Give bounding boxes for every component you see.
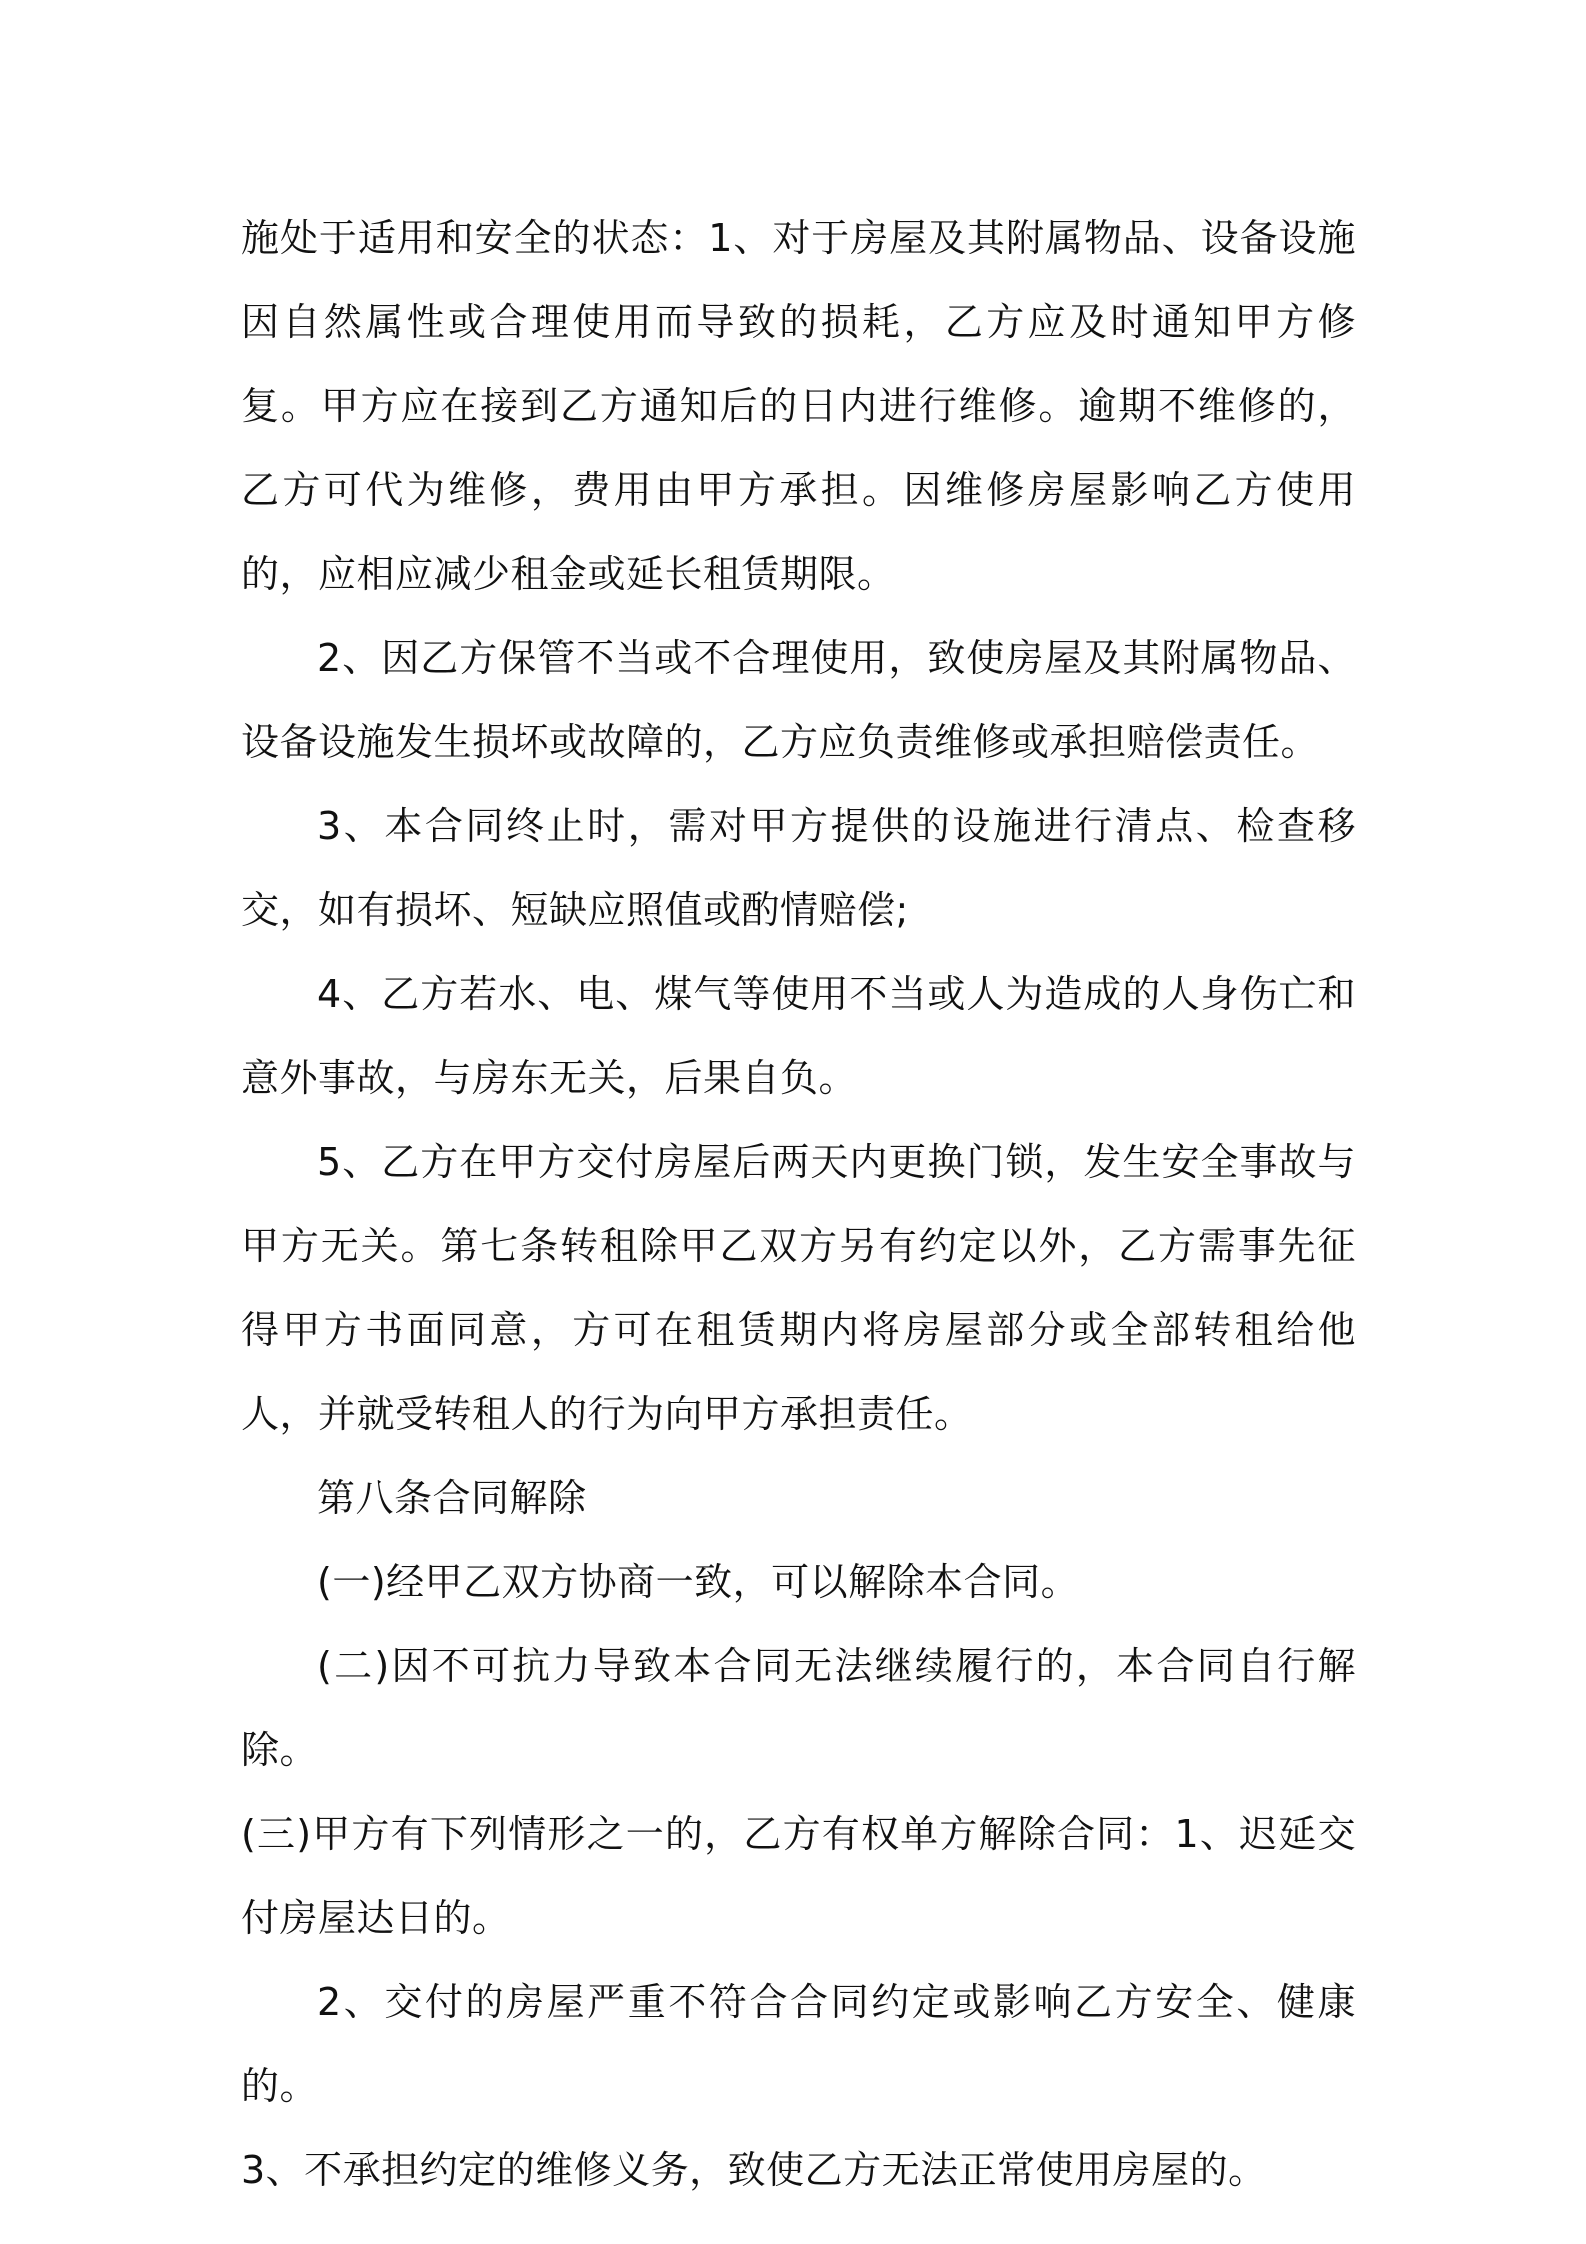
paragraph-clause-1: (一)经甲乙双方协商一致，可以解除本合同。	[317, 1560, 1080, 1604]
section-heading-article-8: 第八条合同解除	[317, 1476, 587, 1520]
paragraph-item-2: 2、因乙方保管不当或不合理使用，致使房屋及其附属物品、设备设施发生损坏或故障的，乙方应负责维修或承担赔偿责任。	[241, 636, 1356, 764]
paragraph-item-4: 4、乙方若水、电、煤气等使用不当或人为造成的人身伤亡和意外事故，与房东无关，后果自负。	[241, 972, 1356, 1100]
paragraph-clause-3-item-2: 2、交付的房屋严重不符合合同约定或影响乙方安全、健康的。	[241, 1980, 1356, 2108]
paragraph-clause-3-item-3: 3、不承担约定的维修义务，致使乙方无法正常使用房屋的。	[241, 2148, 1267, 2192]
paragraph-item-3: 3、本合同终止时，需对甲方提供的设施进行清点、检查移交，如有损坏、短缺应照值或酌情赔偿;	[241, 804, 1356, 932]
document-body	[241, 196, 1356, 2212]
paragraph-item-5: 5、乙方在甲方交付房屋后两天内更换门锁，发生安全事故与甲方无关。第七条转租除甲乙双方另有约定以外，乙方需事先征得甲方书面同意，方可在租赁期内将房屋部分或全部转租给他人，并就受转租人的行为向甲方承担责任。	[241, 1140, 1356, 1436]
paragraph-maintenance-obligation: 施处于适用和安全的状态：1、对于房屋及其附属物品、设备设施因自然属性或合理使用而导致的损耗，乙方应及时通知甲方修复。甲方应在接到乙方通知后的日内进行维修。逾期不维修的，乙方可代为维修，费用由甲方承担。因维修房屋影响乙方使用的，应相应减少租金或延长租赁期限。	[241, 216, 1356, 596]
paragraph-clause-2: (二)因不可抗力导致本合同无法继续履行的，本合同自行解除。	[241, 1644, 1356, 1772]
paragraph-clause-3: (三)甲方有下列情形之一的，乙方有权单方解除合同：1、迟延交付房屋达日的。	[241, 1812, 1356, 1940]
